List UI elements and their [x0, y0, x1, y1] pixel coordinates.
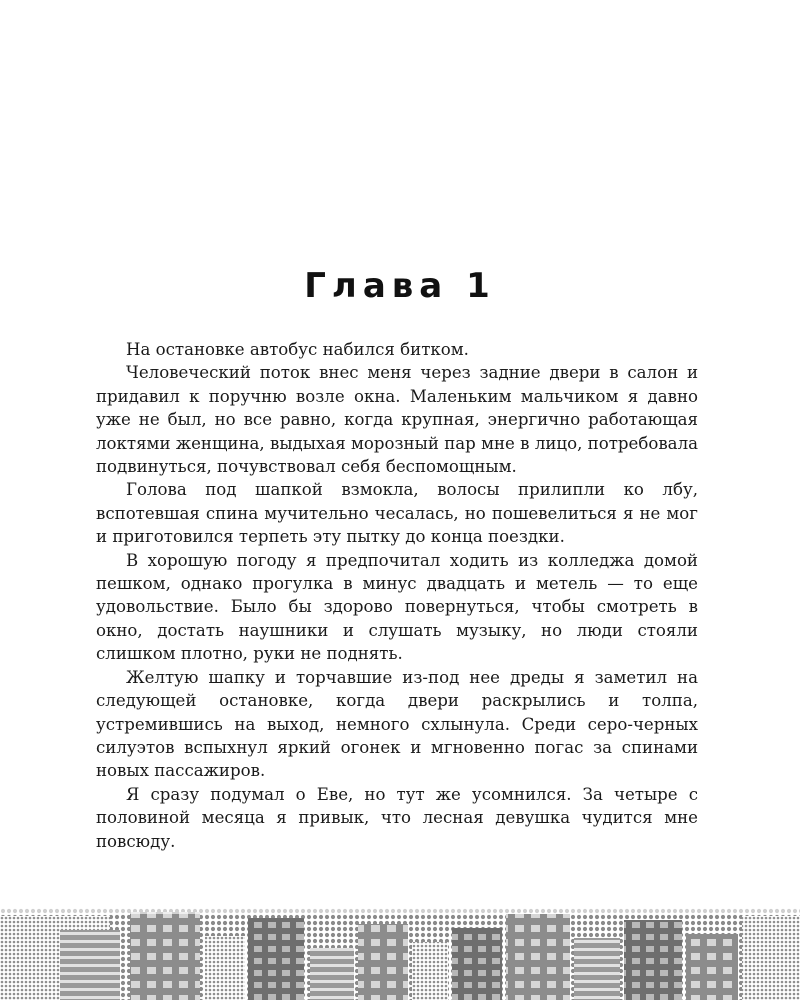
city-skyline-ornament: [0, 908, 800, 1000]
paragraph: Я сразу подумал о Еве, но тут же усомнился. За четыре с половиной месяца я привык, что лесная девушка чудится мне повсюду.: [96, 784, 698, 851]
paragraph: На остановке автобус набился битком.: [126, 340, 469, 359]
paragraph: Желтую шапку и торчавшие из-под нее дреды я заметил на следующей остановке, когда двери раскрылись и толпа, устремившись на выход, немного схлынула. Среди серо-черных силуэтов вспыхнул яркий огонек и мгновенно погас за спинами новых пассажиров.: [96, 667, 698, 781]
chapter-body: [96, 338, 698, 853]
paragraph: Человеческий поток внес меня через задние двери в салон и придавил к поручню возле окна. Маленьким мальчиком я давно уже не был, но все равно, когда крупная, энергично работающая локтями женщина, выдыхая морозный пар мне в лицо, потребовала подвинуться, почувствовал себя беспомощным.: [96, 363, 698, 477]
chapter-title: Глава 1: [304, 266, 496, 306]
paragraph: В хорошую погоду я предпочитал ходить из колледжа домой пешком, однако прогулка в минус двадцать и метель — то еще удовольствие. Было бы здорово повернуться, чтобы смотреть в окно, достать наушники и слушать музыку, но люди стояли слишком плотно, руки не поднять.: [96, 550, 698, 664]
paragraph: Голова под шапкой взмокла, волосы прилипли ко лбу, вспотевшая спина мучительно чесалась, но пошевелиться я не мог и приготовился терпеть эту пытку до конца поездки.: [96, 480, 698, 547]
